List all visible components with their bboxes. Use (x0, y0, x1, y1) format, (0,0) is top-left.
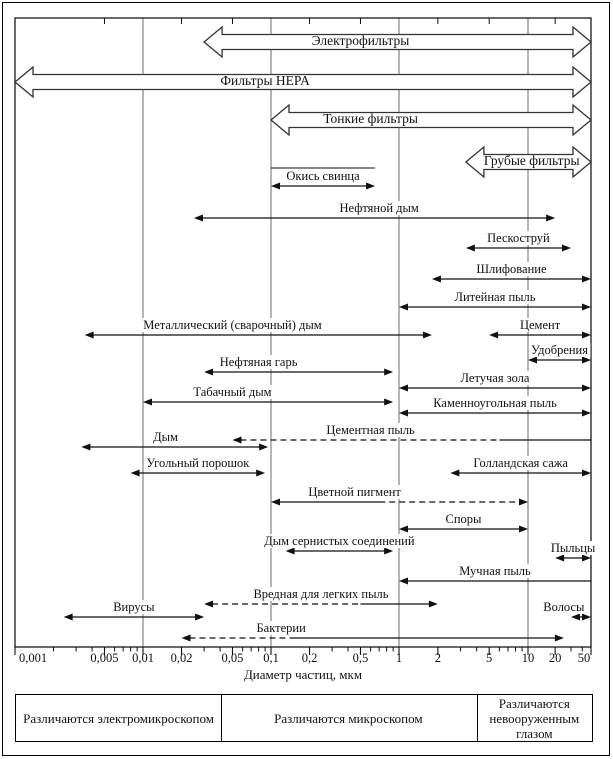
arrow-head (256, 470, 265, 477)
arrow-head (519, 499, 528, 506)
axis-tick-label: 2 (434, 651, 441, 665)
arrow-head (399, 526, 408, 533)
x-axis-title: Диаметр частиц, мкм (243, 667, 363, 682)
arrow-head (366, 183, 375, 190)
particle-label: Угольный порошок (146, 456, 250, 470)
arrow-head (286, 548, 295, 555)
arrow-head (204, 369, 213, 376)
arrow-head (271, 183, 280, 190)
particle-label: Волосы (543, 600, 585, 614)
filter-block-arrow (271, 105, 591, 135)
particle-label: Пыльцы (550, 541, 596, 555)
arrow-head (182, 635, 191, 642)
particle-label: Пескоструй (487, 231, 550, 245)
arrow-head (555, 635, 564, 642)
arrow-head (582, 332, 591, 339)
arrow-head (528, 357, 537, 364)
particle-label: Споры (445, 512, 482, 526)
arrow-head (384, 548, 393, 555)
axis-tick-label: 0,1 (263, 651, 279, 665)
axis-tick-label: 20 (548, 651, 562, 665)
legend-cell (477, 694, 593, 742)
particle-label: Нефтяной дым (339, 201, 419, 215)
legend-cell-label: Различаются микроскопом (274, 710, 423, 726)
legend-cell (220, 694, 478, 742)
arrow-head (519, 526, 528, 533)
axis-tick-label: 0,005 (90, 651, 119, 665)
particle-label: Цветной пигмент (308, 485, 401, 499)
arrow-head (582, 385, 591, 392)
arrow-head (399, 304, 408, 311)
axis-tick-label: 0,2 (301, 651, 318, 665)
particle-label: Вредная для легких пыль (253, 587, 389, 601)
arrow-head (466, 245, 475, 252)
arrow-head (555, 555, 564, 562)
legend-cell-label: Различаются невооруженным глазом (489, 695, 580, 741)
arrow-head (582, 470, 591, 477)
axis-tick-label: 0,5 (352, 651, 369, 665)
arrow-head (271, 499, 280, 506)
arrow-head (259, 444, 268, 451)
arrow-head (571, 614, 580, 621)
arrow-head (582, 410, 591, 417)
particle-label: Окись свинца (286, 169, 360, 183)
particle-label: Каменноугольная пыль (433, 396, 557, 410)
particle-label: Дым сернистых соединений (264, 534, 415, 548)
arrow-head (489, 332, 498, 339)
particle-label: Дым (153, 430, 178, 444)
arrow-head (85, 332, 94, 339)
arrow-head (582, 304, 591, 311)
arrow-head (64, 614, 73, 621)
arrow-head (399, 410, 408, 417)
arrow-head (232, 437, 241, 444)
arrow-head (131, 470, 140, 477)
arrow-head (384, 399, 393, 406)
arrow-head (399, 578, 408, 585)
particle-label: Табачный дым (193, 385, 272, 399)
particle-label: Бактерии (256, 621, 306, 635)
axis-tick-label: 5 (486, 651, 493, 665)
particle-label: Нефтяная гарь (219, 355, 298, 369)
arrow-head (204, 601, 213, 608)
particle-label: Цементная пыль (326, 423, 415, 437)
particle-label: Мучная пыль (459, 564, 531, 578)
particle-label: Литейная пыль (454, 290, 536, 304)
arrow-head (195, 614, 204, 621)
particle-label: Голландская сажа (473, 456, 568, 470)
axis-tick-label: 0,01 (132, 651, 154, 665)
arrow-head (81, 444, 90, 451)
arrow-head (562, 245, 571, 252)
legend-cell-label: Различаются электромикроскопом (23, 710, 214, 726)
particle-label: Цемент (519, 318, 561, 332)
arrow-head (429, 601, 438, 608)
legend-cell (15, 694, 222, 742)
filter-label: Тонкие фильтры (323, 111, 418, 126)
particle-label: Металлический (сварочный) дым (143, 318, 322, 332)
arrow-head (582, 555, 591, 562)
particle-label: Шлифование (476, 262, 547, 276)
arrow-head (143, 399, 152, 406)
arrow-head (582, 357, 591, 364)
axis-tick-label: 0,001 (18, 651, 48, 665)
arrow-head (384, 369, 393, 376)
axis-tick-label: 50 (577, 651, 591, 665)
arrow-head (546, 215, 555, 222)
filter-label: Электрофильтры (311, 33, 410, 48)
axis-tick-label: 1 (395, 651, 403, 665)
arrow-head (582, 276, 591, 283)
particle-label: Летучая зола (460, 371, 530, 385)
filter-label: Фильтры HEPA (220, 73, 310, 88)
arrow-head (450, 470, 459, 477)
arrow-head (423, 332, 432, 339)
filter-label: Грубые фильтры (483, 153, 580, 168)
arrow-head (194, 215, 203, 222)
arrow-head (582, 614, 591, 621)
arrow-head (399, 385, 408, 392)
particle-label: Вирусы (113, 600, 155, 614)
axis-tick-label: 10 (521, 651, 535, 665)
particle-label: Удобрения (531, 343, 588, 357)
axis-tick-label: 0,02 (170, 651, 193, 665)
arrow-head (432, 276, 441, 283)
axis-tick-label: 0,05 (221, 651, 244, 665)
